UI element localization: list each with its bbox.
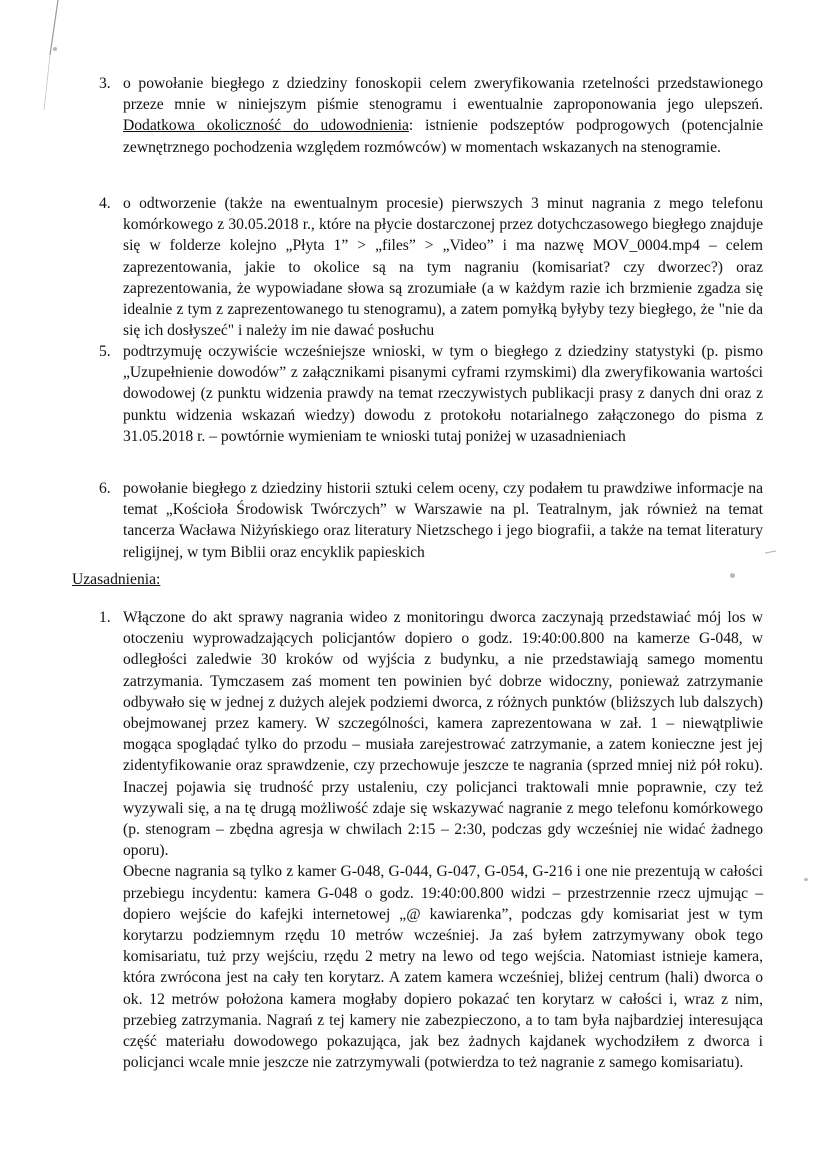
item-text: Włączone do akt sprawy nagrania wideo z monitoringu dworca zaczynają przedstawiać mój los w otoczeniu wyprowadzających policjantów dopiero o godz. 19:40:00.800 na kamerze G-048, w odległości zaledwie 30 kroków od wyjścia z budynku, a nie przedstawiają samego momentu zatrzymania. Tymczasem zaś moment ten powinien być dobrze widoczny, ponieważ zatrzymanie odbywało się w jednej z dużych alejek podziemi dworca, z różnych punktów (bliższych lub dalszych) obejmowanej przez kamery. W szczególności, kamera zaprezentowana w zał. 1 – niewątpliwie mogąca spoglądać tylko do przodu – musiała zarejestrować zatrzymanie, a zatem konieczne jest jej zidentyfikowanie oraz sprawdzenie, czy przechowuje jeszcze te nagrania (sprzed mniej niż pół roku). Inaczej pojawia się trudność przy ustaleniu, czy policjanci traktowali mnie poprawnie, czy też wyzywali się, a na tę drugą możliwość zdaje się wskazywać nagranie z mego telefonu komórkowego (p. stenogram – zbędna agresja w chwilach 2:15 – 2:30, podczas gdy wcześniej nie widać żadnego oporu). [123, 609, 763, 860]
request-item-3 [99, 73, 763, 158]
item-number: 4. [99, 195, 111, 212]
scan-mark [765, 551, 776, 553]
scan-speck [730, 573, 735, 578]
item-number: 3. [99, 75, 111, 92]
item-text: powołanie biegłego z dziedziny historii sztuki celem oceny, czy podałem tu prawdziwe informacje na temat „Kościoła Środowisk Twórczych” w Warszawie na pl. Teatralnym, jak również na temat tancerza Wacława Niżyńskiego oraz literatury Nietzschego i jego biografii, a także na temat literatury religijnej, w tym Biblii oraz encyklik papieskich [123, 480, 763, 561]
section-heading: Uzasadnienia: [72, 571, 161, 588]
request-item-6 [99, 478, 763, 563]
scan-speck [804, 878, 808, 881]
scan-speck [53, 47, 57, 51]
item-number: 5. [99, 343, 111, 360]
justification-item-1 [99, 607, 763, 1073]
scan-edge-line-faint [44, 55, 50, 110]
item-text: o powołanie biegłego z dziedziny fonoskopii celem zweryfikowania rzetelności przedstawionego przeze mnie w niniejszym piśmie stenogramu i ewentualnie zaproponowania jego ulepszeń. Dodatkowa okoliczność do udowodnienia: istnienie podszeptów podprogowych (potencjalnie zewnętrznego pochodzenia względem rozmówców) w momentach wskazanych na stenogramie. [123, 75, 763, 156]
underlined-phrase: Dodatkowa okoliczność do udowodnienia [123, 117, 409, 135]
item-continuation: Obecne nagrania są tylko z kamer G-048, G-044, G-047, G-054, G-216 i one nie prezentują w całości przebiegu incydentu: kamera G-048 o godz. 19:40:00.800 widzi – przestrzennie rzecz ujmując – dopiero wejście do kafejki internetowej „@ kawiarenka”, podczas gdy komisariat jest w tym korytarzu podziemnym rzędu 10 metrów wcześniej. Ja zaś byłem zatrzymywany obok tego komisariatu, tuż przy wejściu, rzędu 2 metry na lewo od tego wejścia. Natomiast istnieje kamera, która zwrócona jest na cały ten korytarz. A zatem kamera wcześniej, bliżej centrum (hali) dworca o ok. 12 metrów położona kamera mogłaby dopiero pokazać ten korytarz w całości i, wraz z nim, przebieg zatrzymania. Nagrań z tej kamery nie zabezpieczono, a to tam była najbardziej interesująca część materiału dowodowego pokazująca, jak bez żadnych kajdanek wychodziłem z dworca i policjanci wcale mnie jeszcze nie zatrzymywali (potwierdza to też nagranie z samego komisariatu). [123, 863, 763, 1072]
item-number: 6. [99, 480, 111, 497]
item-number: 1. [99, 609, 111, 626]
request-item-4 [99, 193, 763, 341]
request-item-5 [99, 341, 763, 447]
item-text: podtrzymuję oczywiście wcześniejsze wnioski, w tym o biegłego z dziedziny statystyki (p. pismo „Uzupełnienie dowodów” z załącznikami pisanymi cyframi rzymskimi) dla zweryfikowania wartości dowodowej (z punktu widzenia prawdy na temat rzeczywistych publikacji prasy z danych dni oraz z punktu widzenia wskazań wiedzy) dowodu z protokołu notarialnego załączonego do pisma z 31.05.2018 r. – powtórnie wymieniam te wnioski tutaj poniżej w uzasadnieniach [123, 343, 763, 445]
item-text: o odtworzenie (także na ewentualnym procesie) pierwszych 3 minut nagrania z mego telefonu komórkowego z 30.05.2018 r., które na płycie dostarczonej przez dotychczasowego biegłego znajduje się w folderze kolejno „Płyta 1” > „files” > „Video” i ma nazwę MOV_0004.mp4 – celem zaprezentowania, jakie to okolice są na tym nagraniu (komisariat? czy dworzec?) oraz zaprezentowania, że wypowiadane słowa są zrozumiałe (a w każdym razie ich brzmienie zgadza się idealnie z tym z zaprezentowanego tu stenogramu), a zatem pomyłką byłyby tezy biegłego, że "nie da się ich dosłyszeć" i należy im nie dawać posłuchu [123, 195, 763, 340]
